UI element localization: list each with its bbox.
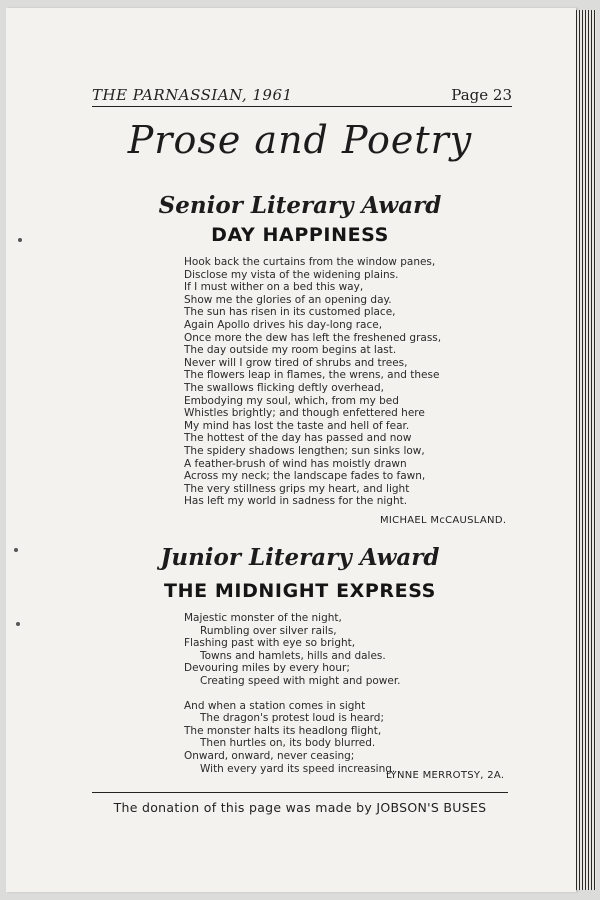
poem-line: Onward, onward, never ceasing; — [184, 749, 355, 762]
section-title: Prose and Poetry — [127, 118, 473, 162]
poem-line: The monster halts its headlong flight, — [184, 724, 382, 737]
poem-line: Rumbling over silver rails, — [200, 624, 337, 637]
page-number: Page 23 — [451, 86, 512, 104]
punch-hole-mark — [16, 622, 20, 626]
poem-line: Embodying my soul, which, from my bed — [184, 394, 399, 407]
poem-line: The very stillness grips my heart, and light — [184, 482, 410, 495]
poem-line: Hook back the curtains from the window panes, — [184, 256, 436, 268]
poem-line: And when a station comes in sight — [184, 699, 366, 712]
poem-line: Once more the dew has left the freshened grass, — [184, 331, 442, 344]
poem-line: Devouring miles by every hour; — [184, 662, 350, 675]
poem-line: The hottest of the day has passed and now — [184, 432, 412, 445]
poem-line: If I must wither on a bed this way, — [184, 281, 364, 294]
poem-line: Has left my world in sadness for the night. — [184, 495, 408, 508]
junior-poem — [184, 612, 401, 775]
poem-line: Flashing past with eye so bright, — [184, 637, 356, 650]
stanza-break — [184, 688, 401, 700]
poem-line: With every yard its speed increasing. — [200, 762, 396, 775]
poem-line: Across my neck; the landscape fades to fawn, — [184, 470, 426, 483]
poem-line: Show me the glories of an opening day. — [184, 293, 392, 306]
senior-author: MICHAEL McCAUSLAND. — [380, 515, 507, 526]
senior-poem-title: DAY HAPPINESS — [211, 224, 389, 246]
poem-line: Creating speed with might and power. — [200, 674, 401, 687]
poem-line: Disclose my vista of the widening plains. — [184, 268, 399, 281]
junior-award-heading: Junior Literary Award — [160, 544, 440, 571]
senior-award-heading: Senior Literary Award — [158, 192, 442, 219]
poem-line: My mind has lost the taste and hell of fear. — [184, 419, 410, 432]
poem-line: Again Apollo drives his day-long race, — [184, 318, 383, 331]
poem-line: The flowers leap in flames, the wrens, and these — [184, 369, 440, 382]
running-header — [92, 86, 512, 107]
poem-line: Then hurtles on, its body blurred. — [200, 737, 376, 750]
poem-line: Never will I grow tired of shrubs and trees, — [184, 356, 408, 369]
poem-line: Towns and hamlets, hills and dales. — [200, 649, 386, 662]
junior-author: LYNNE MERROTSY, 2A. — [386, 770, 505, 781]
poem-line: Majestic monster of the night, — [184, 612, 342, 624]
junior-poem-title: THE MIDNIGHT EXPRESS — [164, 580, 436, 602]
poem-line: The spidery shadows lengthen; sun sinks low, — [184, 444, 425, 457]
senior-poem — [184, 256, 441, 508]
footer-donation-note: The donation of this page was made by JOBSON'S BUSES — [113, 800, 487, 815]
poem-line: The day outside my room begins at last. — [184, 344, 397, 357]
footer-divider — [92, 792, 508, 793]
poem-line: Whistles brightly; and though enfettered here — [184, 407, 425, 420]
poem-line: The sun has risen in its customed place, — [184, 306, 396, 319]
poem-line: The dragon's protest loud is heard; — [200, 712, 385, 725]
magazine-title: THE PARNASSIAN, 1961 — [92, 86, 293, 104]
poem-line: A feather-brush of wind has moistly drawn — [184, 457, 407, 470]
poem-line: The swallows flicking deftly overhead, — [184, 381, 384, 394]
